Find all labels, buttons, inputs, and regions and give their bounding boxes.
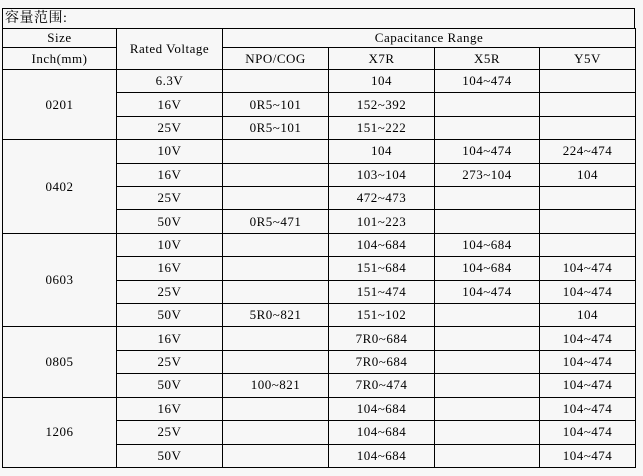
x5r-cell [435, 93, 540, 116]
x5r-cell [435, 210, 540, 233]
table-row [3, 327, 636, 350]
x5r-cell [435, 187, 540, 210]
npo-cell [223, 163, 329, 186]
x7r-cell: 103~104 [329, 163, 435, 186]
y5v-cell: 104~474 [540, 444, 636, 468]
dielectric-header-x5r: X5R [435, 48, 540, 70]
y5v-cell: 104~474 [540, 374, 636, 397]
dielectric-header-y5v: Y5V [540, 48, 636, 70]
inch-mm-header: Inch(mm) [3, 48, 117, 70]
voltage-cell: 50V [117, 374, 223, 397]
voltage-cell: 16V [117, 93, 223, 116]
voltage-cell: 6.3V [117, 70, 223, 93]
npo-cell: 0R5~471 [223, 210, 329, 233]
npo-cell [223, 444, 329, 468]
voltage-cell: 25V [117, 350, 223, 373]
npo-cell [223, 397, 329, 420]
y5v-cell: 104~474 [540, 421, 636, 444]
x7r-cell: 104 [329, 140, 435, 163]
x5r-cell: 104~474 [435, 280, 540, 303]
voltage-cell: 50V [117, 304, 223, 327]
voltage-cell: 16V [117, 163, 223, 186]
y5v-cell: 104~474 [540, 280, 636, 303]
npo-cell: 100~821 [223, 374, 329, 397]
size-cell: 1206 [3, 397, 117, 467]
x7r-cell: 151~102 [329, 304, 435, 327]
npo-cell: 5R0~821 [223, 304, 329, 327]
x7r-cell: 104~684 [329, 444, 435, 468]
size-cell: 0603 [3, 233, 117, 327]
x7r-cell: 104 [329, 70, 435, 93]
x5r-cell [435, 397, 540, 420]
x5r-cell: 273~104 [435, 163, 540, 186]
y5v-cell [540, 210, 636, 233]
npo-cell: 0R5~101 [223, 116, 329, 139]
table-row [3, 233, 636, 256]
y5v-cell: 104~474 [540, 397, 636, 420]
x5r-cell [435, 350, 540, 373]
x7r-cell: 104~684 [329, 233, 435, 256]
x7r-cell: 104~684 [329, 421, 435, 444]
capacitance-range-table [2, 28, 636, 468]
x7r-cell: 472~473 [329, 187, 435, 210]
x5r-cell [435, 304, 540, 327]
npo-cell [223, 70, 329, 93]
y5v-cell [540, 233, 636, 256]
y5v-cell [540, 116, 636, 139]
y5v-cell: 104~474 [540, 257, 636, 280]
header-row-2 [3, 48, 636, 70]
npo-cell [223, 187, 329, 210]
voltage-cell: 10V [117, 233, 223, 256]
y5v-cell: 104 [540, 163, 636, 186]
table-row [3, 397, 636, 420]
x5r-cell: 104~684 [435, 257, 540, 280]
voltage-cell: 50V [117, 444, 223, 468]
x7r-cell: 151~684 [329, 257, 435, 280]
x7r-cell: 7R0~684 [329, 327, 435, 350]
voltage-cell: 50V [117, 210, 223, 233]
size-cell: 0402 [3, 140, 117, 234]
table-row [3, 140, 636, 163]
x7r-cell: 104~684 [329, 397, 435, 420]
voltage-cell: 25V [117, 187, 223, 210]
header-row-1 [3, 29, 636, 48]
page-title: 容量范围: [2, 8, 635, 29]
x5r-cell [435, 444, 540, 468]
x5r-cell [435, 327, 540, 350]
npo-cell [223, 233, 329, 256]
y5v-cell [540, 93, 636, 116]
voltage-cell: 16V [117, 327, 223, 350]
npo-cell [223, 257, 329, 280]
npo-cell [223, 327, 329, 350]
voltage-cell: 16V [117, 257, 223, 280]
npo-cell: 0R5~101 [223, 93, 329, 116]
y5v-cell: 104 [540, 304, 636, 327]
size-header: Size [3, 29, 117, 48]
y5v-cell [540, 70, 636, 93]
capacitance-range-header: Capacitance Range [223, 29, 636, 48]
y5v-cell: 224~474 [540, 140, 636, 163]
dielectric-header-npo: NPO/COG [223, 48, 329, 70]
npo-cell [223, 140, 329, 163]
npo-cell [223, 280, 329, 303]
x5r-cell: 104~474 [435, 140, 540, 163]
voltage-cell: 25V [117, 421, 223, 444]
x7r-cell: 7R0~474 [329, 374, 435, 397]
table-row [3, 70, 636, 93]
voltage-cell: 25V [117, 116, 223, 139]
size-cell: 0805 [3, 327, 117, 397]
x7r-cell: 152~392 [329, 93, 435, 116]
rated-voltage-header: Rated Voltage [117, 29, 223, 70]
y5v-cell: 104~474 [540, 350, 636, 373]
npo-cell [223, 350, 329, 373]
y5v-cell: 104~474 [540, 327, 636, 350]
x5r-cell: 104~474 [435, 70, 540, 93]
x7r-cell: 151~474 [329, 280, 435, 303]
voltage-cell: 16V [117, 397, 223, 420]
dielectric-header-x7r: X7R [329, 48, 435, 70]
x7r-cell: 101~223 [329, 210, 435, 233]
x5r-cell [435, 116, 540, 139]
x5r-cell [435, 374, 540, 397]
npo-cell [223, 421, 329, 444]
size-cell: 0201 [3, 70, 117, 140]
y5v-cell [540, 187, 636, 210]
x7r-cell: 7R0~684 [329, 350, 435, 373]
x5r-cell: 104~684 [435, 233, 540, 256]
content-frame [2, 8, 635, 468]
x5r-cell [435, 421, 540, 444]
voltage-cell: 10V [117, 140, 223, 163]
x7r-cell: 151~222 [329, 116, 435, 139]
voltage-cell: 25V [117, 280, 223, 303]
